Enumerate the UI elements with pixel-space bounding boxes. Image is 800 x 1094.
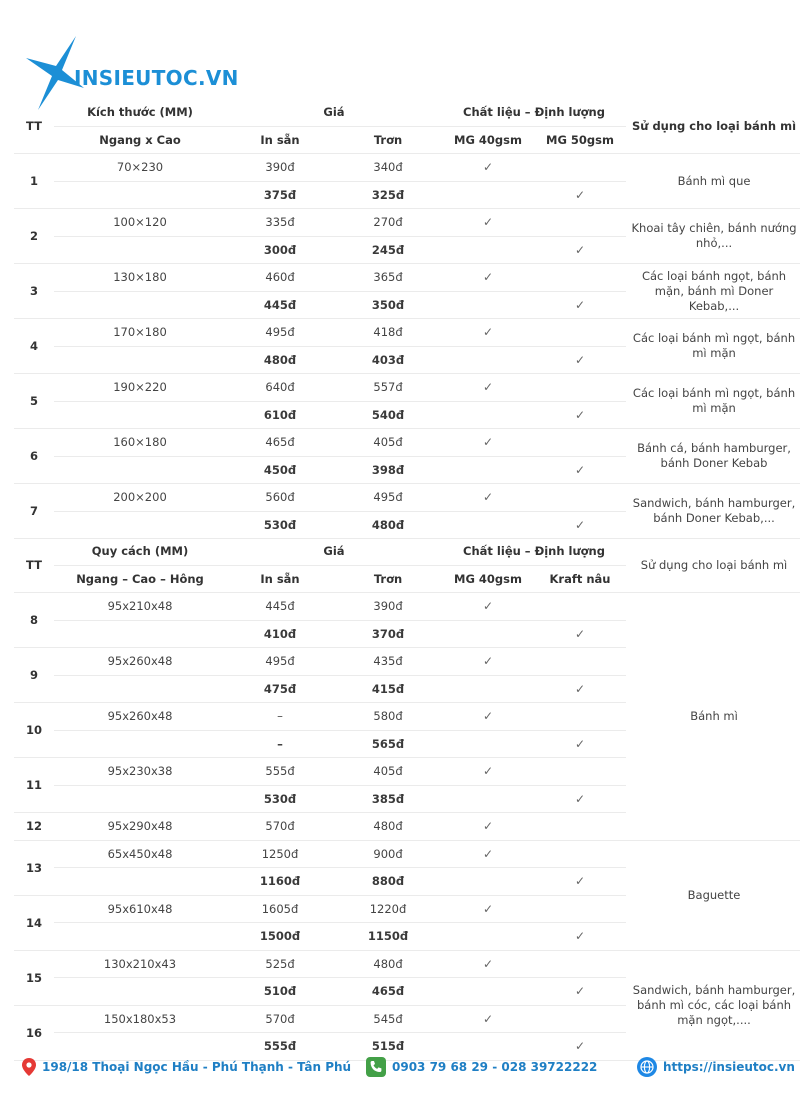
size-cell: 170×180 <box>54 319 226 347</box>
header-size: Kích thước (MM) <box>54 99 226 126</box>
usage-cell: Bánh cá, bánh hamburger, bánh Doner Kebab <box>626 429 800 484</box>
material-2-check <box>534 484 626 512</box>
material-1-check: ✓ <box>442 593 534 621</box>
material-2-check: ✓ <box>534 511 626 539</box>
price-plain-cell: 405đ <box>334 758 442 786</box>
price-printed-cell: 1605đ <box>226 895 334 923</box>
size-cell <box>54 456 226 484</box>
price-printed-cell: 525đ <box>226 950 334 978</box>
price-printed-cell: 610đ <box>226 401 334 429</box>
material-2-check <box>534 593 626 621</box>
header-use: Sử dụng cho loại bánh mì <box>626 99 800 154</box>
price-printed-cell: – <box>226 730 334 758</box>
price-plain-cell: 465đ <box>334 978 442 1006</box>
price-printed-cell: 640đ <box>226 374 334 402</box>
price-printed-cell: 375đ <box>226 181 334 209</box>
price-printed-cell: 460đ <box>226 264 334 292</box>
price-plain-cell: 325đ <box>334 181 442 209</box>
price-printed-cell: 555đ <box>226 758 334 786</box>
price-plain-cell: 480đ <box>334 511 442 539</box>
size-cell <box>54 675 226 703</box>
material-2-check <box>534 1005 626 1033</box>
material-2-check <box>534 950 626 978</box>
row-number: 4 <box>14 319 54 374</box>
material-1-check <box>442 785 534 813</box>
size-cell <box>54 291 226 319</box>
price-plain-cell: 370đ <box>334 620 442 648</box>
header-material-2: Kraft nâu <box>534 565 626 593</box>
material-2-check: ✓ <box>534 401 626 429</box>
price-plain-cell: 245đ <box>334 236 442 264</box>
size-cell <box>54 511 226 539</box>
website-link[interactable]: https://insieutoc.vn <box>663 1060 795 1074</box>
price-plain-cell: 880đ <box>334 868 442 896</box>
size-cell: 130x210x43 <box>54 950 226 978</box>
material-2-check: ✓ <box>534 675 626 703</box>
globe-icon <box>637 1057 657 1077</box>
price-printed-cell: 530đ <box>226 511 334 539</box>
price-printed-cell: 390đ <box>226 154 334 182</box>
header-material-1: MG 40gsm <box>442 565 534 593</box>
price-plain-cell: 480đ <box>334 813 442 841</box>
material-1-check <box>442 181 534 209</box>
material-1-check <box>442 978 534 1006</box>
brand-name: INSIEUTOC.VN <box>74 66 239 90</box>
material-2-check: ✓ <box>534 620 626 648</box>
price-printed-cell: 445đ <box>226 291 334 319</box>
material-2-check <box>534 374 626 402</box>
price-plain-cell: 557đ <box>334 374 442 402</box>
price-printed-cell: 570đ <box>226 1005 334 1033</box>
material-1-check <box>442 620 534 648</box>
material-1-check <box>442 675 534 703</box>
price-plain-cell: 580đ <box>334 703 442 731</box>
price-printed-cell: 560đ <box>226 484 334 512</box>
price-printed-cell: 1250đ <box>226 840 334 868</box>
material-2-check <box>534 703 626 731</box>
row-number: 11 <box>14 758 54 813</box>
price-printed-cell: 495đ <box>226 319 334 347</box>
price-printed-cell: 475đ <box>226 675 334 703</box>
size-cell: 150x180x53 <box>54 1005 226 1033</box>
price-plain-cell: 900đ <box>334 840 442 868</box>
usage-cell: Các loại bánh mì ngọt, bánh mì mặn <box>626 319 800 374</box>
size-cell: 130×180 <box>54 264 226 292</box>
table-row <box>14 950 800 978</box>
row-number: 2 <box>14 209 54 264</box>
address-text: 198/18 Thoại Ngọc Hầu - Phú Thạnh - Tân Phú <box>42 1060 352 1074</box>
footer-address <box>22 1054 351 1080</box>
size-cell <box>54 923 226 951</box>
price-table-1 <box>14 99 800 539</box>
phone-text[interactable]: 0903 79 68 29 - 028 39722222 <box>392 1060 598 1074</box>
material-2-check: ✓ <box>534 730 626 758</box>
price-printed-cell: 445đ <box>226 593 334 621</box>
table-row <box>14 209 800 237</box>
material-1-check <box>442 291 534 319</box>
material-2-check <box>534 648 626 676</box>
price-plain-cell: 540đ <box>334 401 442 429</box>
price-printed-cell: 495đ <box>226 648 334 676</box>
material-1-check: ✓ <box>442 895 534 923</box>
price-printed-cell: 555đ <box>226 1033 334 1061</box>
price-plain-cell: 1150đ <box>334 923 442 951</box>
material-2-check: ✓ <box>534 1033 626 1061</box>
material-1-check: ✓ <box>442 264 534 292</box>
material-2-check: ✓ <box>534 923 626 951</box>
row-number: 3 <box>14 264 54 319</box>
size-cell <box>54 978 226 1006</box>
footer <box>0 1054 800 1080</box>
header-plain: Trơn <box>334 126 442 154</box>
price-plain-cell: 405đ <box>334 429 442 457</box>
footer-phone <box>366 1054 597 1080</box>
material-2-check: ✓ <box>534 181 626 209</box>
size-cell: 100×120 <box>54 209 226 237</box>
phone-icon <box>366 1057 386 1077</box>
price-plain-cell: 515đ <box>334 1033 442 1061</box>
price-plain-cell: 340đ <box>334 154 442 182</box>
header-price: Giá <box>226 538 442 565</box>
table-row <box>14 429 800 457</box>
material-1-check: ✓ <box>442 1005 534 1033</box>
price-printed-cell: 410đ <box>226 620 334 648</box>
header-printed: In sẵn <box>226 565 334 593</box>
row-number: 14 <box>14 895 54 950</box>
size-cell <box>54 236 226 264</box>
material-1-check: ✓ <box>442 950 534 978</box>
header-price: Giá <box>226 99 442 126</box>
size-cell: 200×200 <box>54 484 226 512</box>
material-1-check: ✓ <box>442 154 534 182</box>
size-cell <box>54 620 226 648</box>
price-printed-cell: 1160đ <box>226 868 334 896</box>
material-1-check: ✓ <box>442 758 534 786</box>
size-cell <box>54 181 226 209</box>
price-table-2 <box>14 538 800 1061</box>
material-2-check <box>534 429 626 457</box>
size-cell: 95x290x48 <box>54 813 226 841</box>
price-plain-cell: 385đ <box>334 785 442 813</box>
size-cell <box>54 868 226 896</box>
header-size: Quy cách (MM) <box>54 538 226 565</box>
size-cell: 95x210x48 <box>54 593 226 621</box>
material-2-check: ✓ <box>534 236 626 264</box>
material-1-check: ✓ <box>442 648 534 676</box>
material-2-check: ✓ <box>534 456 626 484</box>
table-row <box>14 593 800 621</box>
size-cell <box>54 730 226 758</box>
size-cell: 95x260x48 <box>54 648 226 676</box>
header-tt: TT <box>14 538 54 593</box>
row-number: 12 <box>14 813 54 841</box>
material-1-check <box>442 730 534 758</box>
price-printed-cell: 530đ <box>226 785 334 813</box>
map-pin-icon <box>22 1058 36 1076</box>
price-printed-cell: 450đ <box>226 456 334 484</box>
row-number: 9 <box>14 648 54 703</box>
price-printed-cell: 570đ <box>226 813 334 841</box>
price-plain-cell: 495đ <box>334 484 442 512</box>
price-plain-cell: 1220đ <box>334 895 442 923</box>
header-material: Chất liệu – Định lượng <box>442 99 626 126</box>
header-printed: In sẵn <box>226 126 334 154</box>
material-1-check <box>442 923 534 951</box>
price-plain-cell: 403đ <box>334 346 442 374</box>
row-number: 10 <box>14 703 54 758</box>
price-plain-cell: 480đ <box>334 950 442 978</box>
material-1-check: ✓ <box>442 319 534 347</box>
price-printed-cell: 465đ <box>226 429 334 457</box>
material-1-check: ✓ <box>442 703 534 731</box>
size-cell: 95x610x48 <box>54 895 226 923</box>
material-2-check: ✓ <box>534 785 626 813</box>
row-number: 5 <box>14 374 54 429</box>
price-printed-cell: 480đ <box>226 346 334 374</box>
row-number: 15 <box>14 950 54 1005</box>
size-cell: 160×180 <box>54 429 226 457</box>
material-1-check: ✓ <box>442 813 534 841</box>
usage-cell: Bánh mì que <box>626 154 800 209</box>
size-cell <box>54 785 226 813</box>
size-cell: 70×230 <box>54 154 226 182</box>
price-printed-cell: 1500đ <box>226 923 334 951</box>
usage-cell: Các loại bánh ngọt, bánh mặn, bánh mì Doner Kebab,... <box>626 264 800 319</box>
material-2-check <box>534 209 626 237</box>
header-material: Chất liệu – Định lượng <box>442 538 626 565</box>
table-row <box>14 264 800 292</box>
material-1-check <box>442 346 534 374</box>
header-plain: Trơn <box>334 565 442 593</box>
price-printed-cell: 510đ <box>226 978 334 1006</box>
price-plain-cell: 435đ <box>334 648 442 676</box>
material-2-check: ✓ <box>534 346 626 374</box>
table-row <box>14 154 800 182</box>
material-1-check <box>442 511 534 539</box>
price-plain-cell: 415đ <box>334 675 442 703</box>
material-2-check <box>534 264 626 292</box>
size-cell: 95x260x48 <box>54 703 226 731</box>
size-cell: 95x230x38 <box>54 758 226 786</box>
material-2-check <box>534 840 626 868</box>
material-2-check <box>534 758 626 786</box>
table-row <box>14 374 800 402</box>
header-size-sub: Ngang – Cao – Hông <box>54 565 226 593</box>
material-1-check <box>442 236 534 264</box>
price-plain-cell: 365đ <box>334 264 442 292</box>
table-row <box>14 484 800 512</box>
price-plain-cell: 545đ <box>334 1005 442 1033</box>
price-plain-cell: 350đ <box>334 291 442 319</box>
row-number: 1 <box>14 154 54 209</box>
usage-cell: Sandwich, bánh hamburger, bánh mì cóc, các loại bánh mặn ngọt,.... <box>626 950 800 1060</box>
material-2-check <box>534 154 626 182</box>
material-2-check: ✓ <box>534 978 626 1006</box>
price-plain-cell: 398đ <box>334 456 442 484</box>
header-material-2: MG 50gsm <box>534 126 626 154</box>
row-number: 7 <box>14 484 54 539</box>
material-1-check: ✓ <box>442 429 534 457</box>
material-2-check <box>534 813 626 841</box>
price-plain-cell: 390đ <box>334 593 442 621</box>
material-1-check <box>442 868 534 896</box>
price-plain-cell: 418đ <box>334 319 442 347</box>
row-number: 8 <box>14 593 54 648</box>
header-material-1: MG 40gsm <box>442 126 534 154</box>
table-row <box>14 319 800 347</box>
price-plain-cell: 270đ <box>334 209 442 237</box>
material-2-check: ✓ <box>534 291 626 319</box>
size-cell <box>54 401 226 429</box>
price-printed-cell: – <box>226 703 334 731</box>
price-plain-cell: 565đ <box>334 730 442 758</box>
material-2-check <box>534 319 626 347</box>
size-cell: 65x450x48 <box>54 840 226 868</box>
usage-cell: Khoai tây chiên, bánh nướng nhỏ,... <box>626 209 800 264</box>
material-2-check <box>534 895 626 923</box>
usage-cell: Các loại bánh mì ngọt, bánh mì mặn <box>626 374 800 429</box>
size-cell: 190×220 <box>54 374 226 402</box>
material-1-check: ✓ <box>442 484 534 512</box>
footer-website <box>637 1054 795 1080</box>
header-use: Sử dụng cho loại bánh mì <box>626 538 800 593</box>
table-row <box>14 840 800 868</box>
material-1-check: ✓ <box>442 840 534 868</box>
row-number: 16 <box>14 1005 54 1060</box>
material-2-check: ✓ <box>534 868 626 896</box>
usage-cell: Baguette <box>626 840 800 950</box>
price-printed-cell: 335đ <box>226 209 334 237</box>
material-1-check: ✓ <box>442 209 534 237</box>
row-number: 6 <box>14 429 54 484</box>
usage-cell: Bánh mì <box>626 593 800 841</box>
header-size-sub: Ngang x Cao <box>54 126 226 154</box>
material-1-check <box>442 456 534 484</box>
size-cell <box>54 346 226 374</box>
price-printed-cell: 300đ <box>226 236 334 264</box>
material-1-check <box>442 401 534 429</box>
row-number: 13 <box>14 840 54 895</box>
material-1-check: ✓ <box>442 374 534 402</box>
usage-cell: Sandwich, bánh hamburger, bánh Doner Kebab,... <box>626 484 800 539</box>
header-tt: TT <box>14 99 54 154</box>
